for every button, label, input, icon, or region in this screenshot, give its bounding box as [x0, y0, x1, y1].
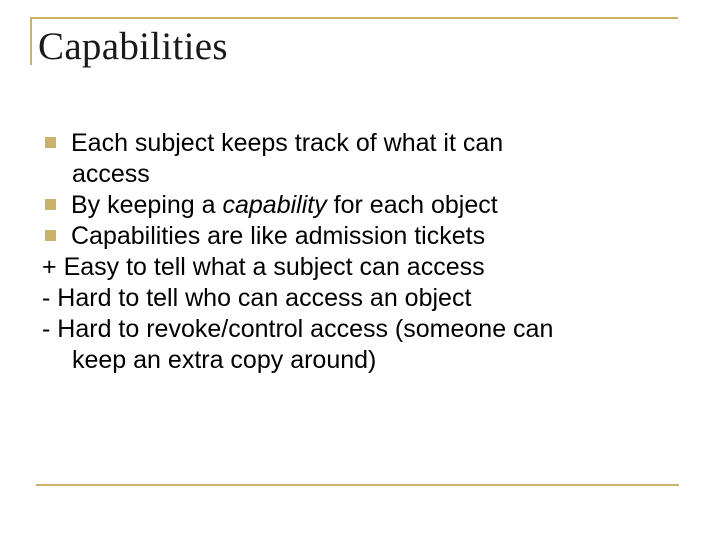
list-item — [42, 252, 682, 283]
square-bullet-icon — [45, 199, 56, 210]
list-item-text: Each subject keeps track of what it can — [71, 129, 504, 157]
square-bullet-icon — [45, 137, 56, 148]
list-item — [42, 314, 682, 345]
list-item — [42, 128, 682, 159]
footer-rule — [36, 484, 679, 486]
plus-marker: + — [42, 253, 57, 281]
list-item-text: Easy to tell what a subject can access — [63, 253, 485, 281]
title-frame-left-rule — [30, 17, 32, 65]
list-item-continuation — [42, 159, 682, 190]
slide-body — [42, 128, 682, 376]
list-item-text: Hard to tell who can access an object — [57, 284, 472, 312]
slide-title: Capabilities — [38, 25, 228, 68]
minus-marker: - — [42, 315, 51, 343]
list-item-text: keep an extra copy around) — [72, 346, 377, 374]
list-item — [42, 221, 682, 252]
list-item-text-before: By keeping a — [71, 191, 223, 219]
list-item-text: access — [72, 160, 150, 188]
list-item-text: Capabilities are like admission tickets — [71, 222, 486, 250]
minus-marker: - — [42, 284, 51, 312]
list-item — [42, 283, 682, 314]
list-item-text-after: for each object — [326, 191, 498, 219]
square-bullet-icon — [45, 230, 56, 241]
list-item-emphasis: capability — [222, 191, 327, 219]
title-frame-top-rule — [30, 17, 678, 19]
list-item-continuation — [42, 345, 682, 376]
list-item-text: Hard to revoke/control access (someone can — [57, 315, 554, 343]
list-item — [42, 190, 682, 221]
